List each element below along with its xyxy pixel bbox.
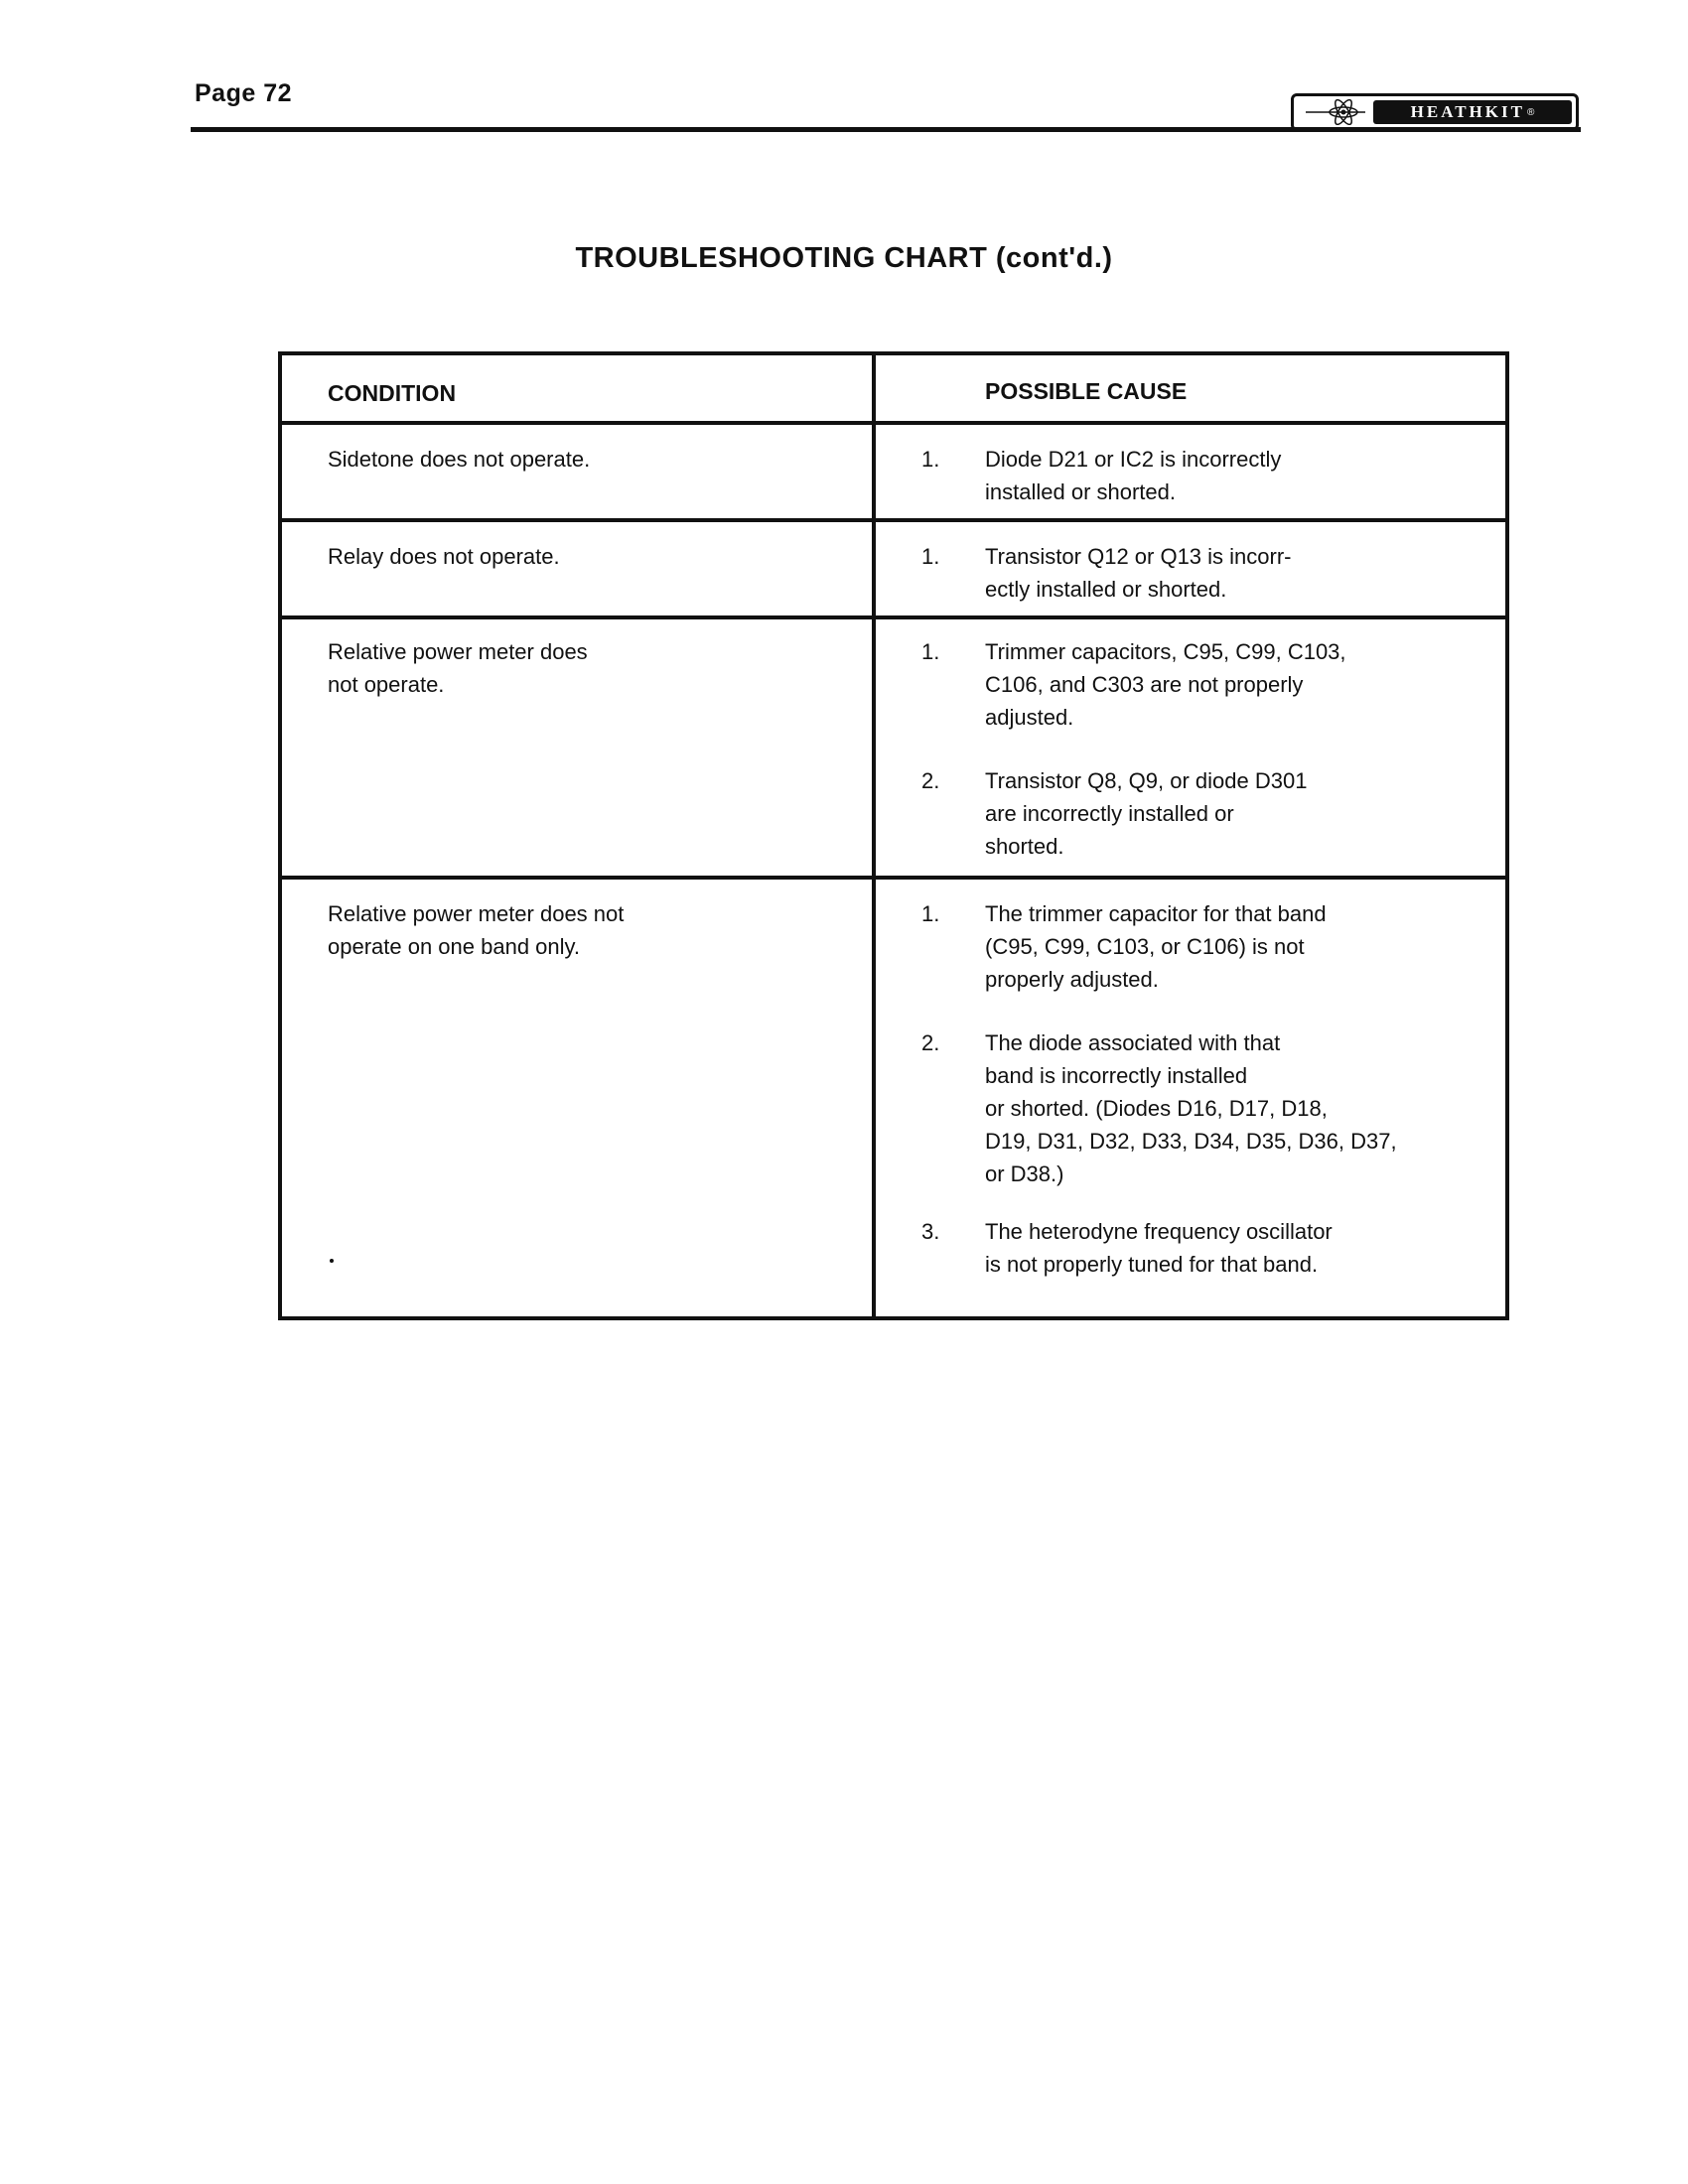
column-divider	[872, 355, 876, 1316]
row-divider	[282, 421, 1505, 425]
header-rule	[191, 127, 1581, 132]
column-header-cause: POSSIBLE CAUSE	[985, 378, 1188, 404]
cause-number: 2.	[921, 768, 940, 793]
cause-number: 1.	[921, 447, 940, 472]
cause-text: The trimmer capacitor for that band (C95, C99, C103, or C106) is not properly adjusted.	[985, 901, 1327, 992]
cause-text: The diode associated with that band is incorrectly installed or shorted. (Diodes D16, D17, D18, D19, D31, D32, D33, D34, D35, D36, D37, or D38.)	[985, 1030, 1397, 1186]
atom-logo-icon	[1304, 99, 1367, 125]
cause-text: Transistor Q8, Q9, or diode D301 are incorrectly installed or shorted.	[985, 768, 1308, 859]
condition-power-meter-one-band: Relative power meter does not operate on one band only.	[328, 901, 625, 959]
cause-number: 3.	[921, 1219, 940, 1244]
troubleshooting-table	[278, 351, 1509, 1320]
condition-sidetone: Sidetone does not operate.	[328, 447, 591, 472]
registered-mark: ®	[1526, 106, 1535, 118]
column-header-condition: CONDITION	[328, 380, 457, 406]
cause-number: 2.	[921, 1030, 940, 1055]
condition-power-meter: Relative power meter does not operate.	[328, 639, 588, 697]
row-divider	[282, 615, 1505, 619]
chart-title: TROUBLESHOOTING CHART (cont'd.)	[575, 242, 1113, 274]
condition-relay: Relay does not operate.	[328, 544, 560, 569]
cause-text: The heterodyne frequency oscillator is not properly tuned for that band.	[985, 1219, 1333, 1277]
heathkit-logo	[1291, 93, 1579, 131]
cause-text: Transistor Q12 or Q13 is incorr- ectly installed or shorted.	[985, 544, 1292, 602]
cause-text: Diode D21 or IC2 is incorrectly installed or shorted.	[985, 447, 1282, 504]
brand-name: HEATHKIT	[1410, 102, 1525, 121]
scan-speck	[330, 1259, 334, 1263]
cause-number: 1.	[921, 544, 940, 569]
page-number: Page 72	[195, 79, 293, 107]
row-divider	[282, 518, 1505, 522]
cause-number: 1.	[921, 901, 940, 926]
row-divider	[282, 876, 1505, 880]
cause-text: Trimmer capacitors, C95, C99, C103, C106, and C303 are not properly adjusted.	[985, 639, 1346, 730]
cause-number: 1.	[921, 639, 940, 664]
